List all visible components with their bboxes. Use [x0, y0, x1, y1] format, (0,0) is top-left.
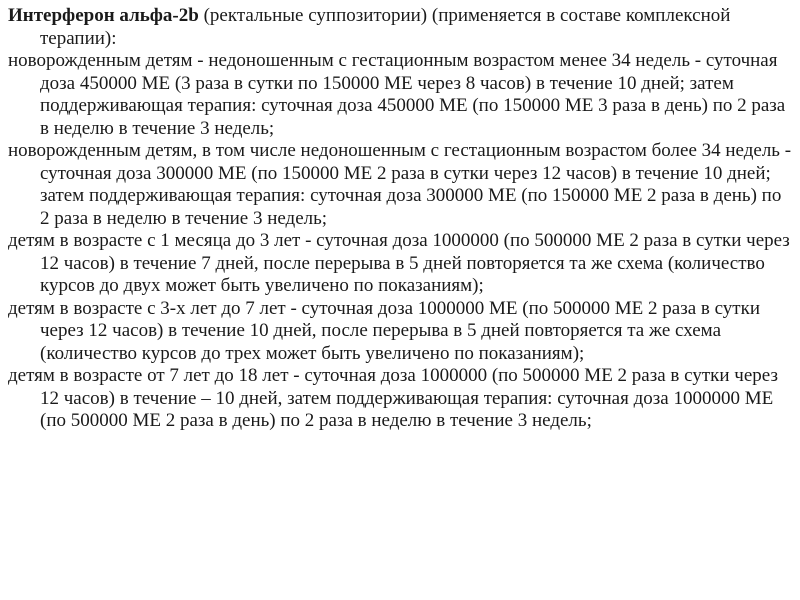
drug-name: Интерферон альфа-2b	[8, 5, 199, 26]
dosage-paragraph-3-to-7-years: детям в возрасте с 3-х лет до 7 лет - суточная доза 1000000 МЕ (по 500000 МЕ 2 раза в сутки через 12 часов) в течение 10 дней, после перерыва в 5 дней повторяется та же схема (количество курсов до трех может быть увеличено по показаниям);	[8, 297, 760, 364]
dosage-paragraph-newborn-over-34: новорожденным детям, в том числе недоношенным с гестационным возрастом более 34 недель - суточная доза 300000 МЕ (по 150000 МЕ 2 раза в сутки через 12 часов) в течение 10 дней; затем поддерживающая терапия: суточная доза 300000 МЕ (по 150000 МЕ 2 раза в день) по 2 раза в неделю в течение 3 недель;	[8, 140, 792, 229]
dosage-paragraph-7-to-18-years: детям в возрасте от 7 лет до 18 лет - суточная доза 1000000 (по 500000 МЕ 2 раза в сутки через 12 часов) в течение – 10 дней, затем поддерживающая терапия: суточная доза 1000000 МЕ (по 500000 МЕ 2 раза в день) по 2 раза в неделю в течение 3 недель;	[8, 365, 778, 431]
heading-paragraph	[8, 5, 792, 50]
dosage-paragraph-premature-under-34: новорожденным детям - недоношенным с гестационным возрастом менее 34 недель - суточная доза 450000 МЕ (3 раза в сутки по 150000 МЕ через 8 часов) в течение 10 дней; затем поддерживающая терапия: суточная доза 450000 МЕ (по 150000 МЕ 3 раза в день) по 2 раза в неделю в течение 3 недель;	[8, 50, 786, 139]
dosage-paragraph-1-month-to-3-years: детям в возрасте с 1 месяца до 3 лет - суточная доза 1000000 (по 500000 МЕ 2 раза в сутки через 12 часов) в течение 7 дней, после перерыва в 5 дней повторяется та же схема (количество курсов до двух может быть увеличено по показаниям);	[8, 230, 790, 296]
heading-description: (ректальные суппозитории) (применяется в составе комплексной терапии):	[40, 5, 731, 49]
